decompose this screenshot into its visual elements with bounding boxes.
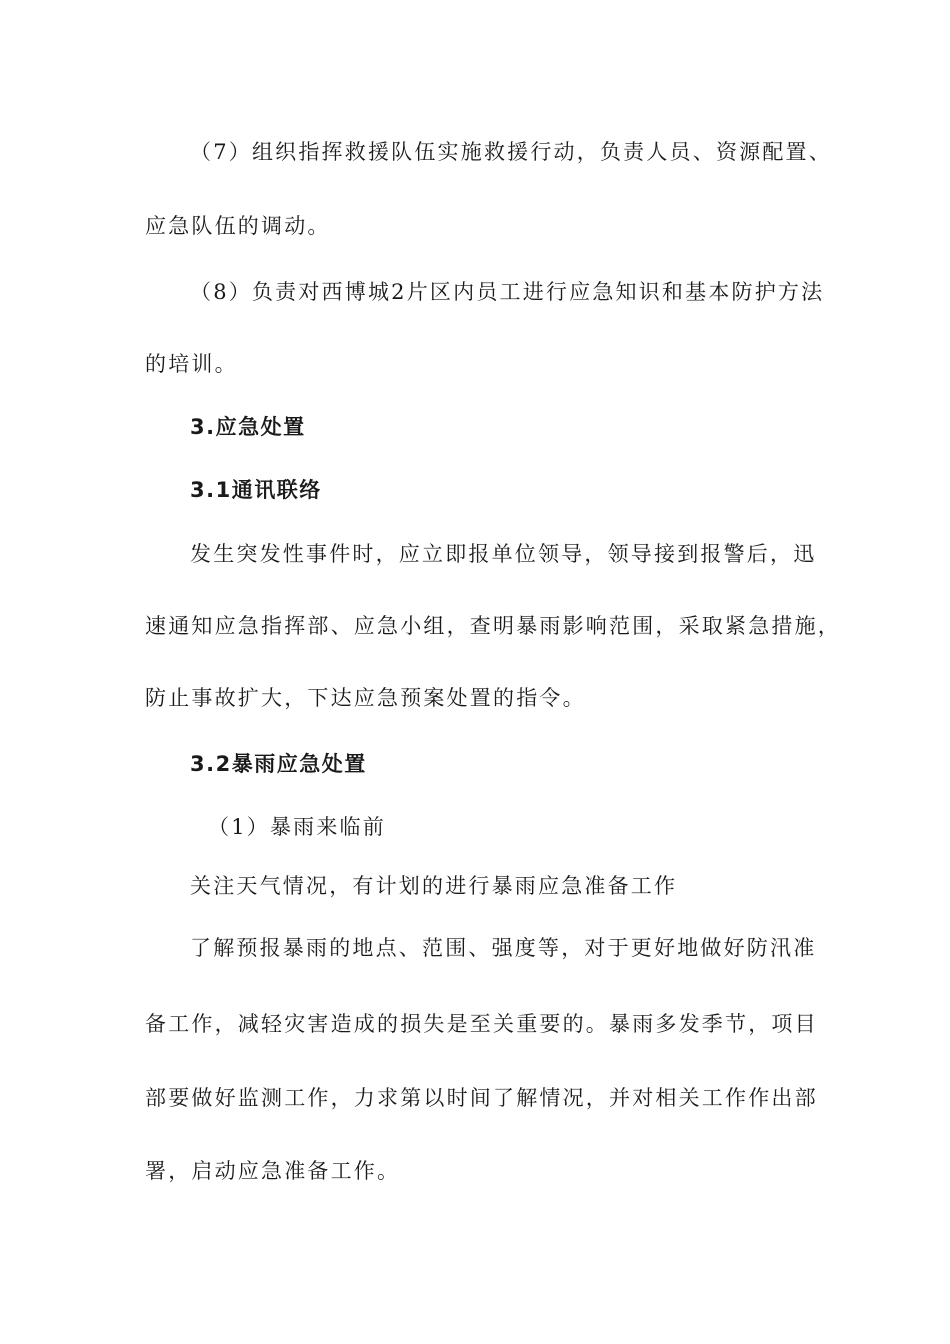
para-forecast-line-1: 了解预报暴雨的地点、范围、强度等，对于更好地做好防汛准	[190, 936, 817, 960]
para-item-8-line-1: （8）负责对西博城2片区内员工进行应急知识和基本防护方法	[190, 280, 825, 304]
para-item-8-line-2: 的培训。	[145, 352, 238, 376]
para-communication-line-2: 速通知应急指挥部、应急小组，查明暴雨影响范围，采取紧急措施，	[145, 614, 841, 638]
para-communication-line-1: 发生突发性事件时，应立即报单位领导，领导接到报警后，迅	[190, 542, 817, 566]
para-item-7-line-1: （7）组织指挥救援队伍实施救援行动，负责人员、资源配置、	[190, 140, 832, 164]
subheading-before-rainstorm: （1）暴雨来临前	[208, 815, 386, 839]
para-communication-line-3: 防止事故扩大，下达应急预案处置的指令。	[145, 686, 586, 710]
para-forecast-line-4: 署，启动应急准备工作。	[145, 1159, 401, 1183]
section-heading-3-1: 3.1通讯联络	[190, 478, 322, 502]
para-forecast-line-3: 部要做好监测工作，力求第以时间了解情况，并对相关工作作出部	[145, 1086, 818, 1110]
section-heading-3: 3.应急处置	[190, 415, 306, 439]
para-watch-weather: 关注天气情况，有计划的进行暴雨应急准备工作	[190, 874, 678, 898]
section-heading-3-2: 3.2暴雨应急处置	[190, 752, 367, 776]
para-forecast-line-2: 备工作，减轻灾害造成的损失是至关重要的。暴雨多发季节，项目	[145, 1012, 818, 1036]
para-item-7-line-2: 应急队伍的调动。	[145, 214, 331, 238]
